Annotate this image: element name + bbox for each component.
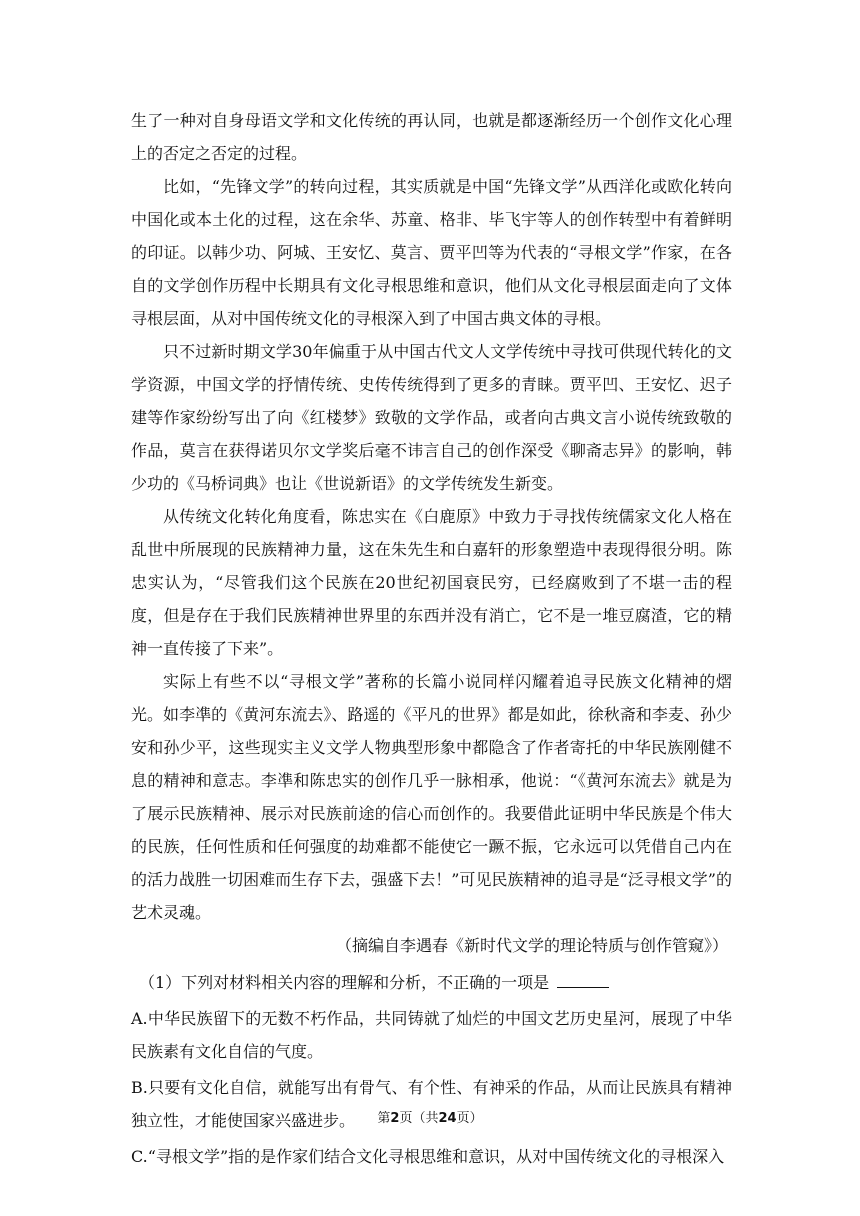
page-footer	[0, 1110, 860, 1128]
paragraph: 从传统文化转化角度看，陈忠实在《白鹿原》中致力于寻找传统儒家文化人格在乱世中所展现的民族精神力量，这在朱先生和白嘉轩的形象塑造中表现得很分明。陈忠实认为，“尽管我们这个民族在20世纪初国衰民穷，已经腐败到了不堪一击的程度，但是存在于我们民族精神世界里的东西并没有消亡，它不是一堆豆腐渣，它的精神一直传接了下来”。	[131, 507, 732, 658]
footer-middle: 页（共	[399, 1111, 439, 1126]
option-b: B.只要有文化自信，就能写出有骨气、有个性、有神采的作品，从而让民族具有精神独立性，才能使国家兴盛进步。	[131, 1078, 732, 1130]
paragraph: 比如，“先锋文学”的转向过程，其实质就是中国“先锋文学”从西洋化或欧化转向中国化或本土化的过程，这在余华、苏童、格非、毕飞宇等人的创作转型中有着鲜明的印证。以韩少功、阿城、王安忆、莫言、贾平凹等为代表的“寻根文学”作家，在各自的文学创作历程中长期具有文化寻根思维和意识，他们从文化寻根层面走向了文体寻根层面，从对中国传统文化的寻根深入到了中国古典文体的寻根。	[131, 177, 732, 328]
option-a: A.中华民族留下的无数不朽作品，共同铸就了灿烂的中国文艺历史星河，展现了中华民族素有文化自信的气度。	[131, 1009, 732, 1061]
article-body	[131, 104, 732, 1173]
question-stem	[131, 966, 732, 999]
source-citation: （摘编自李遇春《新时代文学的理论特质与创作管窥》）	[335, 936, 728, 955]
footer-prefix: 第	[377, 1111, 391, 1126]
paragraph: 实际上有些不以“寻根文学”著称的长篇小说同样闪耀着追寻民族文化精神的熠光。如李凖的《黄河东流去》、路遥的《平凡的世界》都是如此，徐秋斋和李麦、孙少安和孙少平，这些现实主义文学人物典型形象中都隐含了作者寄托的中华民族刚健不息的精神和意志。李凖和陈忠实的创作几乎一脉相承，他说：“《黄河东流去》就是为了展示民族精神、展示对民族前途的信心而创作的。我要借此证明中华民族是个伟大的民族，任何性质和任何强度的劫难都不能使它一蹶不振，它永远可以凭借自己内在的活力战胜一切困难而生存下去，强盛下去！”可见民族精神的追寻是“泛寻根文学”的艺术灵魂。	[131, 672, 732, 922]
question-stem-text: （1）下列对材料相关内容的理解和分析，不正确的一项是	[139, 973, 550, 992]
page-number: 2	[390, 1111, 400, 1126]
answer-blank[interactable]	[557, 973, 609, 988]
option-c: C.“寻根文学”指的是作家们结合文化寻根思维和意识，从对中国传统文化的寻根深入	[131, 1147, 725, 1166]
page-total: 24	[438, 1111, 457, 1126]
footer-suffix: 页）	[456, 1111, 483, 1126]
paragraph-continued: 生了一种对自身母语文学和文化传统的再认同，也就是都逐渐经历一个创作文化心理上的否定之否定的过程。	[131, 111, 732, 163]
paragraph: 只不过新时期文学30年偏重于从中国古代文人文学传统中寻找可供现代转化的文学资源，中国文学的抒情传统、史传传统得到了更多的青睐。贾平凹、王安忆、迟子建等作家纷纷写出了向《红楼梦》致敬的文学作品，或者向古典文言小说传统致敬的作品，莫言在获得诺贝尔文学奖后毫不讳言自己的创作深受《聊斋志异》的影响，韩少功的《马桥词典》也让《世说新语》的文学传统发生新变。	[131, 342, 732, 493]
